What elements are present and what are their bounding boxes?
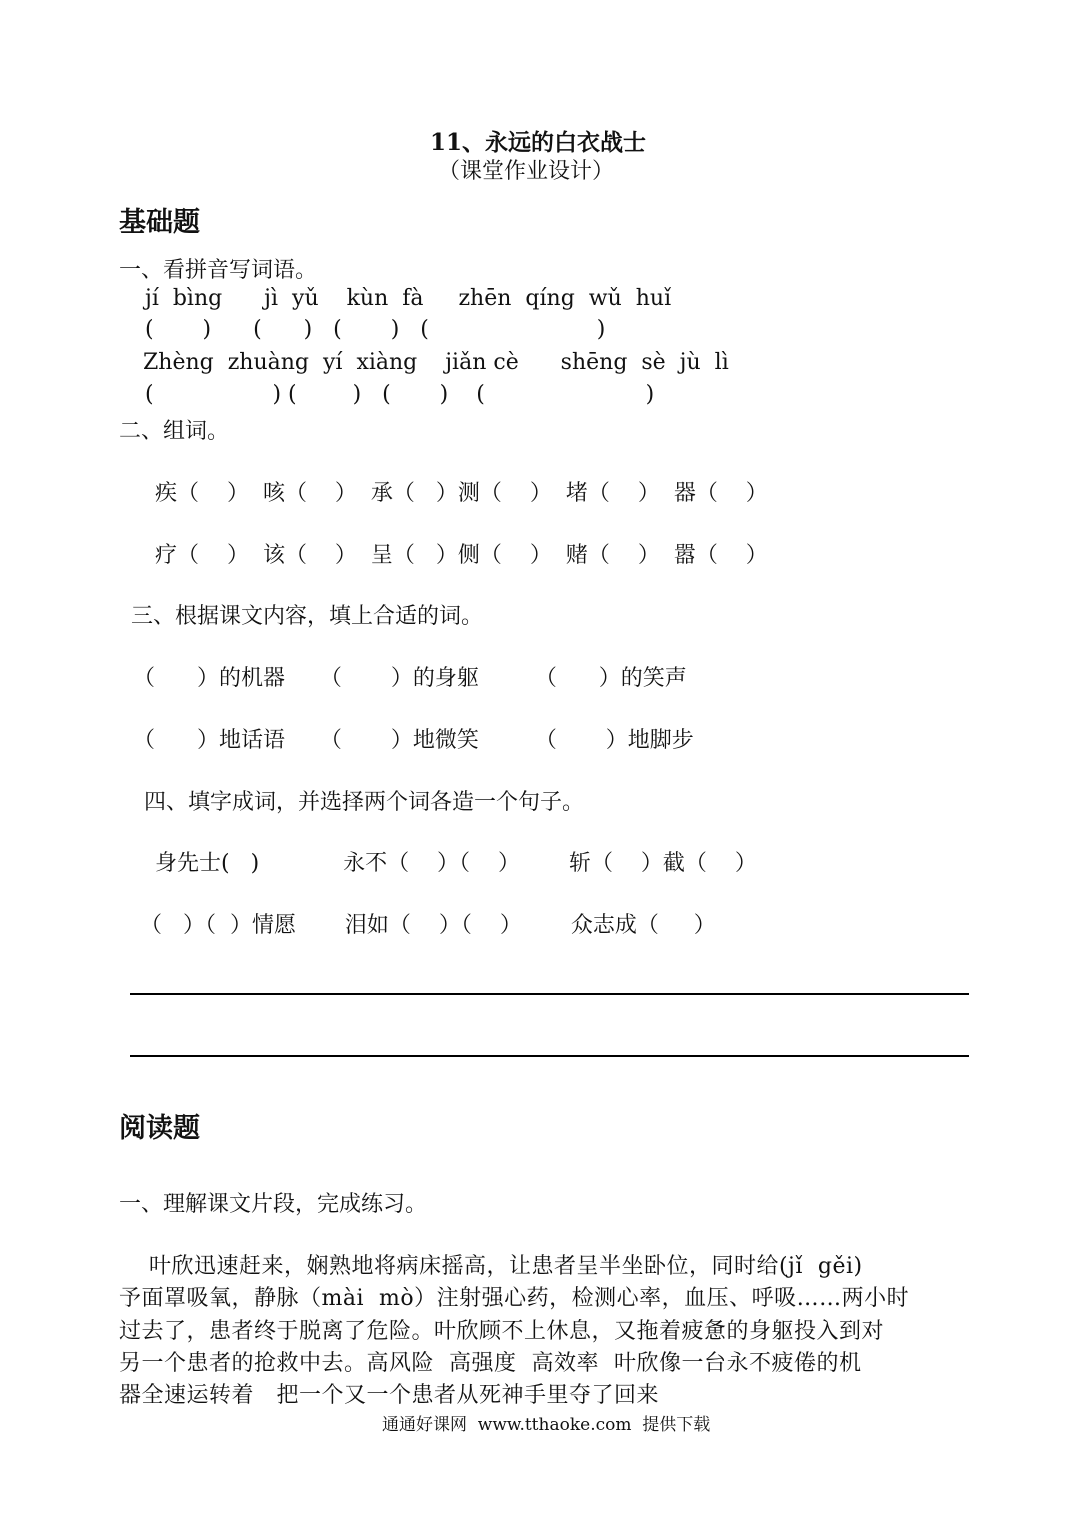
passage-line: 叶欣迅速赶来，娴熟地将病床摇高，让患者呈半坐卧位，同时给(jǐ gěi) bbox=[119, 1254, 863, 1279]
passage-line: 予面罩吸氧，静脉（mài mò）注射强心药，检测心率，血压、呼吸……两小时 bbox=[119, 1286, 910, 1311]
section-heading-basic: 基础题 bbox=[119, 207, 200, 238]
word-group-row-2: 疗（ ） 该（ ） 呈（ ）侧（ ） 赌（ ） 嚣（ ） bbox=[155, 543, 768, 568]
passage-line: 器全速运转着 把一个又一个患者从死神手里夺了回来 bbox=[119, 1383, 659, 1408]
page-subtitle: （课堂作业设计） bbox=[438, 159, 615, 184]
question-3-label: 三、根据课文内容，填上合适的词。 bbox=[131, 604, 484, 629]
fill-words-row-1: （ ）的机器 （ ）的身躯 （ ）的笑声 bbox=[133, 666, 687, 691]
blank-row-2: ( ) ( ) ( ) ( ) bbox=[145, 382, 655, 407]
question-1-label: 一、看拼音写词语。 bbox=[119, 258, 318, 283]
answer-line-1 bbox=[130, 993, 969, 995]
page-footer: 通通好课网 www.tthaoke.com 提供下载 bbox=[382, 1415, 711, 1435]
passage-line: 过去了，患者终于脱离了危险。叶欣顾不上休息，又拖着疲惫的身躯投入到对 bbox=[119, 1319, 885, 1344]
pinyin-row-1: jí bìng jì yǔ kùn fà zhēn qíng wǔ huǐ bbox=[145, 286, 672, 311]
idiom-row-2: （ ）（ ）情愿 泪如（ ）（ ） 众志成（ ） bbox=[140, 913, 716, 938]
answer-line-2 bbox=[130, 1055, 969, 1057]
page-title: 11、永远的白衣战士 bbox=[430, 129, 647, 156]
fill-words-row-2: （ ）地话语 （ ）地微笑 （ ）地脚步 bbox=[133, 728, 694, 753]
question-2-label: 二、组词。 bbox=[119, 419, 230, 444]
pinyin-row-2: Zhèng zhuàng yí xiàng jiǎn cè shēng sè jù lì bbox=[143, 350, 729, 375]
reading-question-1-label: 一、理解课文片段，完成练习。 bbox=[119, 1192, 428, 1217]
word-group-row-1: 疾（ ） 咳（ ） 承（ ）测（ ） 堵（ ） 器（ ） bbox=[155, 481, 768, 506]
passage-line: 另一个患者的抢救中去。高风险 高强度 高效率 叶欣像一台永不疲倦的机 bbox=[119, 1351, 862, 1376]
section-heading-reading: 阅读题 bbox=[119, 1113, 200, 1144]
idiom-row-1: 身先士( ) 永不（ ）（ ） 斩（ ）截（ ） bbox=[155, 851, 757, 876]
question-4-label: 四、填字成词，并选择两个词各造一个句子。 bbox=[144, 790, 585, 815]
blank-row-1: ( ) ( ) ( ) ( ) bbox=[145, 317, 606, 342]
